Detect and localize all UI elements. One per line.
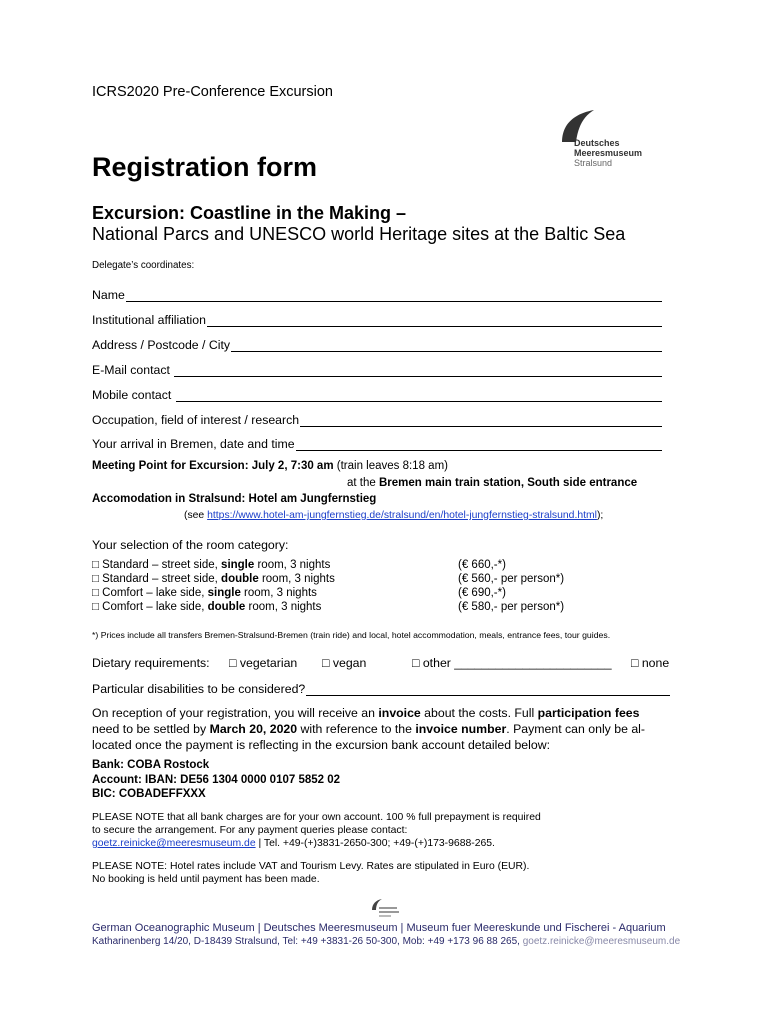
invoice-line-1 (92, 705, 645, 721)
room-option-text: □ Standard – street side, (92, 573, 222, 585)
text: need to be settled by (92, 722, 210, 736)
note-line-2: No booking is held until payment has been made. (92, 874, 320, 885)
vegetarian-option[interactable]: □ vegetarian (229, 656, 298, 670)
museum-logo (556, 108, 656, 168)
meeting-at: at the (347, 477, 379, 489)
name-field[interactable] (92, 286, 662, 302)
field-label: Mobile contact (92, 388, 175, 402)
room-option-nights: room, 3 nights (240, 587, 317, 599)
note-line-2: to secure the arrangement. For any payment queries please contact: (92, 825, 408, 836)
field-line[interactable] (296, 438, 662, 451)
excursion-title: Excursion: Coastline in the Making – (92, 203, 407, 223)
room-option[interactable] (92, 559, 330, 571)
logo-line-2: Meeresmuseum (574, 148, 643, 158)
room-price: (€ 690,-*) (458, 587, 506, 599)
contact-phone: | Tel. +49-(+)3831-2650-300; +49-(+)173-9688-265. (255, 838, 495, 849)
room-option-nights: room, 3 nights (245, 601, 322, 613)
vegan-option[interactable]: □ vegan (322, 656, 367, 670)
logo-line-1: Deutsches (574, 138, 620, 148)
field-label: Particular disabilities to be considered? (92, 682, 306, 696)
field-label: Your arrival in Bremen, date and time (92, 437, 295, 451)
accommodation-label (92, 493, 376, 505)
field-line[interactable] (207, 314, 662, 327)
room-option-text: □ Comfort – lake side, (92, 587, 208, 599)
field-label: Address / Postcode / City (92, 338, 231, 352)
invoice-paragraph (92, 705, 645, 753)
room-price: (€ 560,- per person*) (458, 573, 565, 585)
room-price: (€ 660,-*) (458, 559, 506, 571)
room-price: (€ 580,- per person*) (458, 601, 565, 613)
prices-note: *) Prices include all transfers Bremen-Stralsund-Bremen (train ride) and local, hotel accommodation, meals, entrance fees, tour guides. (92, 630, 611, 640)
see-end: ); (596, 510, 604, 521)
field-line[interactable] (231, 339, 662, 352)
text-bold: March 20, 2020 (209, 722, 298, 736)
note-line-1: PLEASE NOTE: Hotel rates include VAT and Tourism Levy. Rates are stipulated in Euro (EUR). (92, 861, 530, 872)
note-hotel-rates (92, 860, 529, 886)
text: On reception of your registration, you will receive an (92, 706, 379, 720)
contact-email-link[interactable]: goetz.reinicke@meeresmuseum.de (92, 838, 256, 849)
footer-email[interactable]: goetz.reinicke@meeresmuseum.de (522, 936, 681, 947)
field-label: Occupation, field of interest / research (92, 413, 300, 427)
note-line-1: PLEASE NOTE that all bank charges are for your own account. 100 % full prepayment is required (92, 812, 541, 823)
field-label: Institutional affiliation (92, 313, 206, 327)
invoice-line-2 (92, 721, 645, 737)
room-type: single (221, 559, 255, 571)
bank-name: Bank: COBA Rostock (92, 759, 210, 771)
room-option[interactable] (92, 601, 321, 613)
note-line-3 (92, 837, 541, 850)
page-title: Registration form (92, 152, 318, 182)
other-option[interactable]: □ other _______________________ (412, 656, 612, 670)
none-option[interactable]: □ none (631, 656, 670, 670)
room-type: double (221, 573, 259, 585)
footer-organization: German Oceanographic Museum | Deutsches Meeresmuseum | Museum fuer Meereskunde und Fischerei - Aquarium (92, 922, 666, 934)
arrival-field[interactable] (92, 435, 662, 451)
meeting-place (347, 477, 637, 489)
see-text: (see (184, 510, 208, 521)
text-bold: participation fees (537, 706, 640, 720)
text-bold: invoice (378, 706, 421, 720)
logo-line-3: Stralsund (574, 158, 613, 168)
disabilities-field[interactable] (92, 680, 670, 696)
document-header: ICRS2020 Pre-Conference Excursion (92, 84, 333, 100)
field-line[interactable] (306, 683, 670, 696)
text-bold: invoice number (415, 722, 507, 736)
footer-contact: Katharinenberg 14/20, D-18439 Stralsund, Tel: +49 +3831-26 50-300, Mob: +49 +173 96 88 265, (92, 936, 523, 947)
address-field[interactable] (92, 336, 662, 352)
room-option-text: □ Standard – street side, (92, 559, 222, 571)
bank-bic: BIC: COBADEFFXXX (92, 788, 206, 800)
note-bank-charges (92, 811, 541, 850)
room-type: single (207, 587, 241, 599)
field-label: Name (92, 288, 125, 302)
field-line[interactable] (174, 364, 662, 377)
email-field[interactable] (92, 361, 662, 377)
meeting-place-name: Bremen main train station, South side entrance (378, 477, 638, 489)
field-line[interactable] (126, 289, 662, 302)
footer-address (92, 936, 680, 947)
room-option-nights: room, 3 nights (254, 559, 331, 571)
dietary-label: Dietary requirements: (92, 656, 210, 670)
field-line[interactable] (176, 389, 662, 402)
room-option-nights: room, 3 nights (258, 573, 335, 585)
room-option[interactable] (92, 573, 335, 585)
excursion-subtitle: National Parcs and UNESCO world Heritage sites at the Baltic Sea (92, 224, 626, 244)
room-selection-label: Your selection of the room category: (92, 538, 289, 552)
bank-account: Account: IBAN: DE56 1304 0000 0107 5852 02 (92, 773, 341, 786)
room-option[interactable] (92, 587, 317, 599)
train-time: (train leaves 8:18 am) (333, 460, 448, 472)
room-type: double (207, 601, 246, 613)
accommodation-title: Accomodation in Stralsund: Hotel am Jungfernstieg (92, 493, 377, 505)
meeting-point-label: Meeting Point for Excursion: July 2, 7:30 am (92, 460, 334, 472)
room-option-text: □ Comfort – lake side, (92, 601, 208, 613)
text: about the costs. Full (420, 706, 538, 720)
occupation-field[interactable] (92, 411, 662, 427)
whale-fin-icon (370, 898, 404, 918)
field-label: E-Mail contact (92, 363, 174, 377)
delegate-label: Delegate’s coordinates: (92, 260, 195, 271)
meeting-point (92, 460, 448, 472)
accommodation-link-line (184, 510, 603, 521)
hotel-link[interactable]: https://www.hotel-am-jungfernstieg.de/stralsund/en/hotel-jungfernstieg-stralsund.html (207, 510, 597, 521)
footer-logo (370, 898, 404, 918)
logo-text (574, 138, 642, 168)
text: . Payment can only be al- (506, 722, 646, 736)
mobile-field[interactable] (92, 386, 662, 402)
text: with reference to the (297, 722, 416, 736)
field-line[interactable] (300, 414, 662, 427)
affiliation-field[interactable] (92, 311, 662, 327)
invoice-line-3: located once the payment is reflecting in the excursion bank account detailed below: (92, 738, 550, 752)
bank-details (92, 758, 340, 802)
